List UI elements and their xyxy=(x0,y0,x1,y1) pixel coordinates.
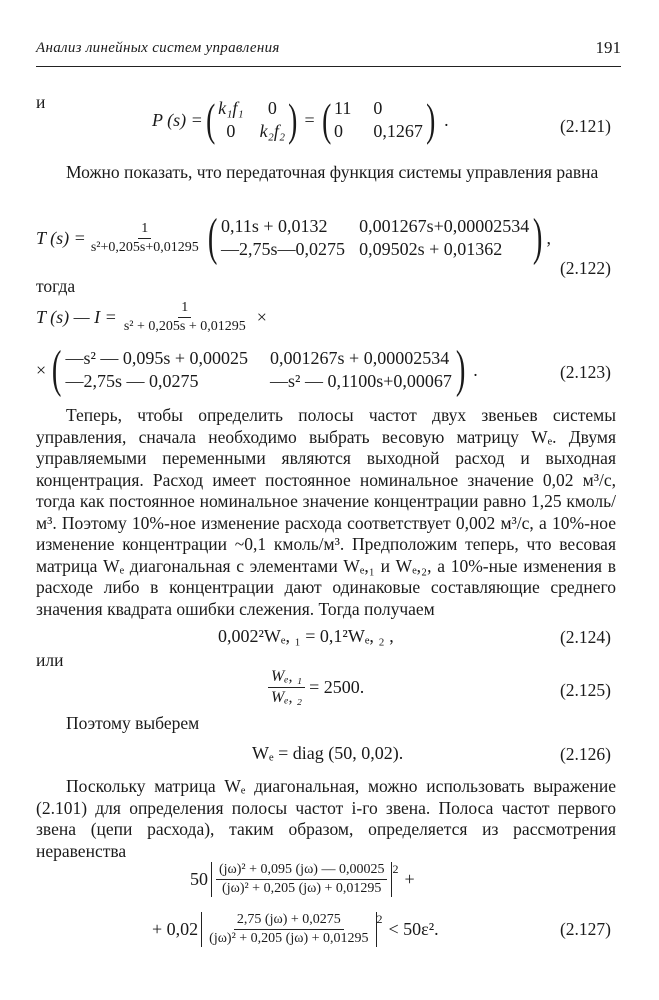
eq127-coef-2: + 0,02 xyxy=(152,919,199,939)
m2-22: 0,1267 xyxy=(373,121,423,141)
conjunction-i: и xyxy=(36,92,46,112)
equation-2-125 xyxy=(268,668,364,707)
eq122-comma: , xyxy=(546,227,552,248)
m1-22: k₂f₂ xyxy=(259,121,286,141)
eq-number-2-123: (2.123) xyxy=(559,362,611,382)
eq-number-2-121: (2.121) xyxy=(559,116,611,136)
eq123-lhs: T (s) — I = xyxy=(36,307,117,327)
eq123-times-2: × xyxy=(36,359,47,380)
m122-22: 0,09502s + 0,01362 xyxy=(359,239,503,259)
eq123-fraction xyxy=(121,300,249,335)
m1-11: k₁f₁ xyxy=(218,98,244,118)
eq121-matrix-1: ( k₁f₁ 0 0 k₂f₂ ) xyxy=(205,94,298,145)
eq127-frac-1 xyxy=(216,862,387,897)
m2-11: 11 xyxy=(333,98,352,118)
m123-12: 0,001267s + 0,00002534 xyxy=(270,348,450,368)
eq122-fraction xyxy=(88,221,202,256)
m2-21: 0 xyxy=(333,121,343,141)
paragraph-transfer-function: Можно показать, что передаточная функция системы управления равна xyxy=(66,162,599,182)
equation-2-124: 0,002²Wₑ, ₁ = 0,1²Wₑ, ₂ , xyxy=(218,626,394,646)
eq-number-2-122: (2.122) xyxy=(559,258,611,278)
eq121-matrix-2: ( 11 0 0 0,1267 ) xyxy=(321,94,436,145)
m1-12: 0 xyxy=(267,98,277,118)
eq122-matrix: ( 0,11s + 0,0132 0,001267s+0,00002534 —2,75s—0,0275 0,09502s + 0,01362 ) xyxy=(207,209,543,266)
equation-2-122 xyxy=(36,209,552,266)
equation-2-126: Wₑ = diag (50, 0,02). xyxy=(252,743,404,763)
eq-number-2-126: (2.126) xyxy=(559,744,611,764)
eq123-frac-den: s² + 0,205s + 0,01295 xyxy=(123,319,246,334)
eq125-den: Wₑ, ₂ xyxy=(271,689,303,706)
eq127-num-1: (jω)² + 0,095 (jω) — 0,00025 xyxy=(216,862,387,880)
eq125-fraction xyxy=(268,668,305,707)
eq-number-2-125: (2.125) xyxy=(559,680,611,700)
eq127-den-1: (jω)² + 0,205 (jω) + 0,01295 xyxy=(222,881,382,896)
eq127-abs-1 xyxy=(211,862,392,897)
equation-2-121 xyxy=(152,94,449,145)
eq123-frac-num: 1 xyxy=(178,300,191,318)
eq122-frac-num: 1 xyxy=(138,221,151,239)
eq123-matrix: ( —s² — 0,095s + 0,00025 0,001267s + 0,00002534 —2,75s — 0,0275 —s² — 0,1100s+0,00067 ) xyxy=(52,341,466,398)
eq123-period: . xyxy=(473,359,478,380)
eq125-num: Wₑ, ₁ xyxy=(268,668,305,688)
eq127-num-2: 2,75 (jω) + 0,0275 xyxy=(234,912,344,930)
word-togda: тогда xyxy=(36,276,76,296)
eq127-plus: + xyxy=(404,869,415,889)
m123-21: —2,75s — 0,0275 xyxy=(65,371,199,391)
eq127-sq-2: 2 xyxy=(376,912,383,926)
paragraph-bandwidth: Поскольку матрица Wₑ диагональная, можно использовать выражение (2.101) для определения полосы частот i-го звена. Полоса частот первого звена (цепи расхода), таким образом, определяется из рассмотрения неравенства xyxy=(36,776,616,861)
m122-12: 0,001267s+0,00002534 xyxy=(359,216,530,236)
chapter-title: Анализ линейных систем управления xyxy=(36,40,280,56)
eq127-coef-1: 50 xyxy=(190,869,208,889)
m2-12: 0 xyxy=(373,98,383,118)
paragraph-weight-matrix: Теперь, чтобы определить полосы частот двух звеньев системы управления, сначала необходимо выбрать весовую матрицу Wₑ. Двумя управляемыми переменными являются выходной расход и выходная концентрация. Расход имеет постоянное номинальное значение 0,02 м³/с, тогда как постоянное номинальное значение концентрации равно 1,25 кмоль/м³. Поэтому 10%-ное изменение расхода соответствует 0,002 м³/с, а 10%-ное изменение концентрации ~0,1 кмоль/м³. Предположим теперь, что весовая матрица Wₑ диагональная с элементами Wₑ,₁ и Wₑ,₂, а 10%-ные изменения в расходе либо в концентрации дают одинаковые составляющие среднего значения квадрата ошибки слежения. Тогда получаем xyxy=(36,405,616,619)
eq-number-2-124: (2.124) xyxy=(559,627,611,647)
equation-2-127-line1 xyxy=(190,862,415,897)
m1-21: 0 xyxy=(226,121,236,141)
eq127-frac-2 xyxy=(206,912,371,947)
equation-2-123-line1 xyxy=(36,300,267,335)
m122-11: 0,11s + 0,0132 xyxy=(221,216,328,236)
running-header xyxy=(36,36,621,67)
eq122-lhs: T (s) = xyxy=(36,227,86,248)
eq127-rhs: < 50ε². xyxy=(388,919,439,939)
eq127-sq-1: 2 xyxy=(392,862,399,876)
equation-2-123-line2 xyxy=(36,341,478,398)
page-number: 191 xyxy=(595,38,621,57)
m123-11: —s² — 0,095s + 0,00025 xyxy=(65,348,249,368)
eq121-lhs: P (s) = xyxy=(152,109,203,130)
eq122-frac-den: s²+0,205s+0,01295 xyxy=(90,239,199,255)
eq123-times-1: × xyxy=(256,307,267,327)
m122-21: —2,75s—0,0275 xyxy=(221,239,346,259)
word-ili: или xyxy=(36,650,64,670)
paragraph-choose: Поэтому выберем xyxy=(66,713,200,733)
eq121-equals: = xyxy=(304,109,315,130)
eq125-rhs: = 2500. xyxy=(309,677,365,697)
m123-22: —s² — 0,1100s+0,00067 xyxy=(270,371,452,391)
eq127-abs-2 xyxy=(201,912,376,947)
equation-2-127-line2 xyxy=(152,912,439,947)
eq121-period: . xyxy=(444,109,449,130)
eq127-den-2: (jω)² + 0,205 (jω) + 0,01295 xyxy=(209,931,369,946)
eq-number-2-127: (2.127) xyxy=(559,919,611,939)
